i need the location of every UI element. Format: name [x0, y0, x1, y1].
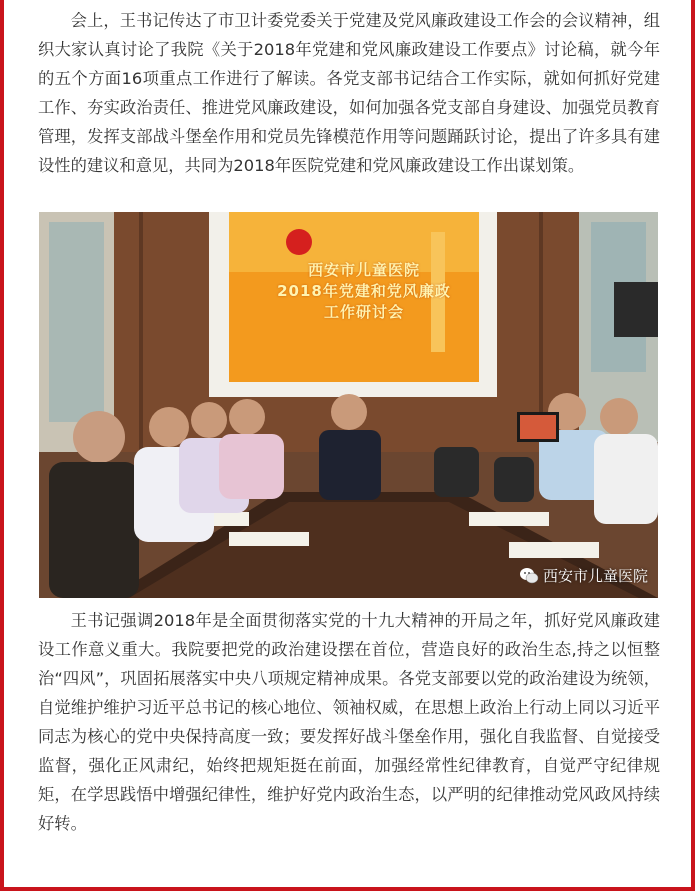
article-paragraph-1: 会上，王书记传达了市卫计委党委关于党建及党风廉政建设工作会的会议精神，组织大家认真讨论了我院《关于2018年党建和党风廉政建设工作要点》讨论稿，就今年的五个方面16项重点工作进行了解读。各党支部书记结合工作实际，就如何抓好党建工作、夯实政治责任、推进党风廉政建设，如何加强各党支部自身建设、加强党员教育管理，发挥支部战斗堡垒作用和党员先锋模范作用等问题踊跃讨论，提出了许多具有建设性的建议和意见，共同为2018年医院党建和党风廉政建设工作出谋划策。 [38, 11, 660, 175]
screen-line-3: 工作研讨会 [323, 303, 404, 321]
photo-watermark [519, 565, 648, 586]
article-paragraph-2: 王书记强调2018年是全面贯彻落实党的十九大精神的开局之年，抓好党风廉政建设工作意义重大。我院要把党的政治建设摆在首位，营造良好的政治生态,持之以恒整治“四风”，巩固拓展落实中央八项规定精神成果。各党支部要以党的政治建设为统领，自觉维护维护习近平总书记的核心地位、领袖权威，在思想上政治上行动上同以习近平同志为核心的党中央保持高度一致；要发挥好战斗堡垒作用，强化自我监督、自觉接受监督，强化正风肃纪，始终把规矩挺在前面，加强经常性纪律教育，自觉严守纪律规矩，在学思践悟中增强纪律性，维护好党内政治生态，以严明的纪律推动党风政风持续好转。 [38, 611, 660, 833]
wechat-icon [519, 567, 539, 585]
meeting-photo [39, 212, 658, 598]
screen-line-1: 西安市儿童医院 [307, 261, 420, 279]
watermark-text: 西安市儿童医院 [542, 567, 648, 585]
screen-line-2: 2018年党建和党风廉政 [277, 282, 451, 300]
projection-screen-text [244, 260, 484, 323]
